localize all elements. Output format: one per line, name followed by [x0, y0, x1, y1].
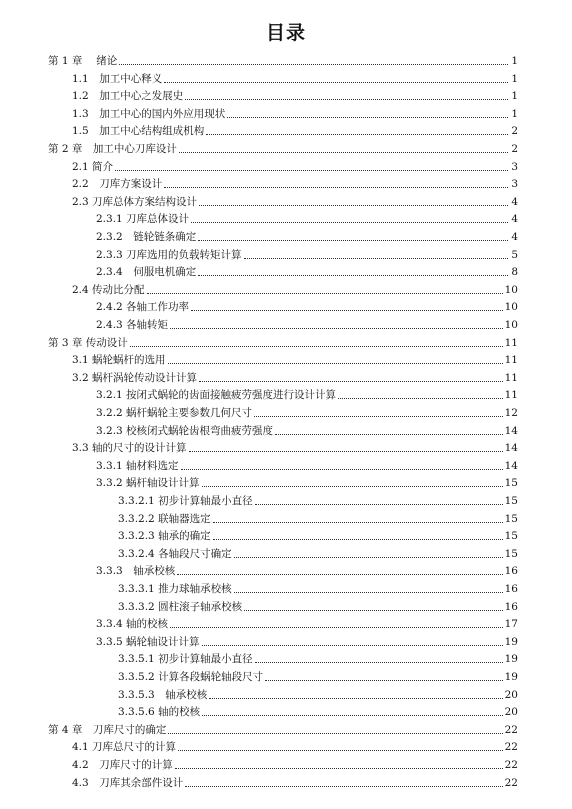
toc-entry[interactable]: [96, 633, 518, 649]
toc-entry-page: 22: [504, 759, 518, 771]
dot-leader: [164, 81, 508, 83]
toc-entry-page: 10: [504, 301, 518, 314]
dot-leader: [170, 626, 503, 628]
toc-entry-title: 3.3.5.1 初步计算轴最小直径: [118, 653, 253, 666]
toc-entry[interactable]: [96, 263, 518, 279]
toc-entry-title: 3.3.3 轴承校核: [96, 565, 176, 578]
toc-entry-title: 3.3.5.3 轴承校核: [118, 688, 208, 701]
toc-entry-page: 20: [504, 706, 518, 719]
toc-entry-page: 15: [504, 477, 518, 490]
toc-entry-page: 2: [511, 125, 518, 138]
toc-entry[interactable]: [96, 404, 518, 420]
dot-leader: [255, 503, 503, 505]
toc-entry-page: 3: [511, 160, 518, 173]
toc-entry-page: 22: [504, 741, 518, 754]
toc-entry-title: 2.3.1 刀库总体设计: [96, 213, 190, 226]
dot-leader: [275, 433, 503, 435]
toc-entry-page: 20: [504, 688, 518, 701]
dot-leader: [202, 485, 503, 487]
dot-leader: [198, 274, 508, 276]
toc-entry-title: 2.3.2 链轮链条确定: [96, 231, 197, 243]
toc-entry[interactable]: [118, 650, 518, 666]
toc-title: 目录: [265, 22, 306, 44]
toc-entry[interactable]: [72, 193, 518, 209]
toc-entry-title: 4.1 刀库总尺寸的计算: [72, 741, 177, 754]
toc-entry-title: 第 2 章 加工中心刀库设计: [48, 143, 177, 155]
dot-leader: [115, 169, 508, 171]
toc-entry-title: 3.3.2.2 联轴器选定: [118, 512, 211, 525]
toc-entry-page: 16: [504, 583, 518, 595]
toc-entry-title: 2.4.2 各轴工作功率: [96, 301, 190, 314]
toc-entry[interactable]: [72, 158, 518, 174]
toc-entry[interactable]: [72, 87, 518, 103]
toc-entry-title: 2.3 刀库总体方案结构设计: [72, 195, 198, 208]
toc-entry[interactable]: [72, 774, 518, 790]
toc-entry-page: 2: [511, 143, 518, 155]
toc-entry-title: 第 4 章 刀库尺寸的确定: [48, 723, 167, 736]
toc-entry[interactable]: [96, 316, 518, 332]
toc-entry-page: 11: [504, 371, 518, 384]
toc-entry[interactable]: [96, 246, 518, 262]
toc-entry[interactable]: [96, 457, 518, 473]
dot-leader: [254, 415, 503, 417]
toc-entry[interactable]: [72, 738, 518, 754]
toc-entry[interactable]: [96, 474, 518, 490]
toc-entry[interactable]: [72, 351, 518, 367]
toc-entry[interactable]: [118, 545, 518, 561]
toc-entry-title: 4.2 刀库尺寸的计算: [72, 759, 173, 771]
dot-leader: [255, 661, 503, 663]
toc-entry-page: 11: [504, 389, 518, 402]
toc-entry[interactable]: [72, 281, 518, 297]
toc-entry-page: 19: [504, 671, 518, 683]
toc-entry[interactable]: [72, 175, 518, 191]
toc-entry-page: 15: [504, 512, 518, 525]
dot-leader: [191, 309, 503, 311]
toc-entry-title: 2.2 刀库方案设计: [72, 178, 163, 191]
toc-entry[interactable]: [118, 527, 518, 543]
toc-entry[interactable]: [72, 439, 518, 455]
toc-entry-page: 15: [504, 495, 518, 507]
toc-entry[interactable]: [48, 140, 518, 156]
toc-entry[interactable]: [72, 122, 518, 138]
dot-leader: [244, 257, 508, 259]
toc-entry[interactable]: [48, 721, 518, 737]
toc-entry-page: 22: [504, 776, 518, 789]
dot-leader: [265, 679, 503, 681]
toc-entry-title: 2.3.4 伺服电机确定: [96, 266, 197, 279]
toc-entry-title: 3.3.4 轴的校核: [96, 618, 169, 631]
toc-entry-page: 19: [504, 635, 518, 648]
dot-leader: [206, 133, 508, 135]
dot-leader: [202, 714, 503, 716]
toc-entry-title: 4.3 刀库其余部件设计: [72, 776, 184, 789]
toc-entry[interactable]: [96, 298, 518, 314]
toc-entry-title: 3.3.3.1 推力球轴承校核: [118, 583, 232, 595]
dot-leader: [181, 468, 503, 470]
toc-entry-title: 第 3 章 传动设计: [48, 336, 128, 349]
dot-leader: [191, 221, 508, 223]
toc-entry-page: 15: [504, 530, 518, 543]
toc-entry[interactable]: [72, 70, 518, 86]
toc-entry[interactable]: [118, 510, 518, 526]
toc-entry-page: 10: [504, 319, 518, 331]
dot-leader: [170, 327, 503, 329]
toc-entry[interactable]: [118, 668, 518, 684]
toc-entry-page: 4: [511, 231, 518, 243]
toc-entry-page: 1: [511, 72, 518, 85]
dot-leader: [202, 644, 503, 646]
toc-entry[interactable]: [96, 228, 518, 244]
toc-entry[interactable]: [96, 210, 518, 226]
toc-entry[interactable]: [72, 369, 518, 385]
toc-entry-title: 3.3 轴的尺寸的设计计算: [72, 442, 187, 455]
toc-entry-title: 第 1 章 绪论: [48, 55, 118, 67]
dot-leader: [168, 732, 502, 734]
toc-entry[interactable]: [118, 580, 518, 596]
dot-leader: [168, 362, 503, 364]
toc-entry-title: 2.1 简介: [72, 160, 114, 173]
toc-entry-page: 14: [504, 424, 518, 437]
toc-entry[interactable]: [72, 105, 518, 121]
dot-leader: [234, 556, 503, 558]
toc-entry-page: 14: [504, 459, 518, 472]
toc-entry-page: 11: [504, 354, 518, 367]
toc-entry-title: 3.3.1 轴材料选定: [96, 459, 179, 472]
toc-entry-title: 3.3.2.1 初步计算轴最小直径: [118, 495, 253, 507]
dot-leader: [175, 767, 503, 769]
toc-entry-page: 22: [504, 723, 518, 736]
dot-leader: [209, 697, 502, 699]
toc-entry-page: 1: [511, 55, 518, 67]
toc-entry-title: 3.3.5.6 轴的校核: [118, 706, 201, 719]
dot-leader: [244, 609, 503, 611]
toc-entry-page: 10: [504, 283, 518, 296]
dot-leader: [119, 63, 508, 65]
toc-entry[interactable]: [96, 562, 518, 578]
toc-entry-title: 1.1 加工中心释义: [72, 72, 163, 85]
toc-entry-page: 5: [511, 248, 518, 261]
dot-leader: [338, 397, 503, 399]
toc-entry-title: 3.2.2 蜗杆蜗轮主要参数几何尺寸: [96, 407, 253, 419]
toc-entry-page: 3: [511, 178, 518, 191]
toc-entry-page: 8: [511, 266, 518, 279]
toc-entry-page: 15: [504, 547, 518, 560]
toc-entry-page: 4: [511, 213, 518, 226]
dot-leader: [130, 345, 503, 347]
toc-entry-title: 1.3 加工中心的国内外应用现状: [72, 107, 226, 120]
toc-entry-title: 3.3.2.4 各轴段尺寸确定: [118, 547, 232, 560]
toc-entry[interactable]: [48, 334, 518, 350]
dot-leader: [178, 749, 503, 751]
toc-entry-title: 3.3.5.2 计算各段蜗轮轴段尺寸: [118, 671, 264, 683]
dot-leader: [185, 785, 502, 787]
toc-entry[interactable]: [96, 615, 518, 631]
toc-entry[interactable]: [72, 756, 518, 772]
toc-entry-page: 11: [504, 336, 518, 349]
toc-entry-title: 3.2 蜗杆涡轮传动设计计算: [72, 371, 198, 384]
toc-entry-page: 1: [511, 107, 518, 120]
toc-entry[interactable]: [96, 386, 518, 402]
dot-leader: [199, 204, 508, 206]
dot-leader: [198, 239, 508, 241]
dot-leader: [213, 521, 503, 523]
toc-entry[interactable]: [118, 598, 518, 614]
toc-entry-page: 16: [504, 565, 518, 578]
toc-entry-title: 3.3.2 蜗杆轴设计计算: [96, 477, 200, 490]
toc-entry-title: 3.3.2.3 轴承的确定: [118, 530, 211, 543]
toc-entry-title: 3.3.3.2 圆柱滚子轴承校核: [118, 600, 243, 613]
dot-leader: [164, 186, 508, 188]
dot-leader: [185, 98, 508, 100]
toc-entry-page: 17: [504, 618, 518, 631]
dot-leader: [189, 450, 503, 452]
dot-leader: [179, 151, 508, 153]
dot-leader: [213, 538, 503, 540]
toc-entry-title: 3.3.5 蜗轮轴设计计算: [96, 635, 200, 648]
toc-entry-title: 3.1 蜗轮蜗杆的选用: [72, 354, 166, 367]
toc-entry-title: 3.2.3 校核闭式蜗轮齿根弯曲疲劳强度: [96, 424, 274, 437]
toc-entry-title: 3.2.1 按闭式蜗轮的齿面接触疲劳强度进行设计计算: [96, 389, 337, 402]
dot-leader: [199, 380, 503, 382]
toc-entry[interactable]: [118, 492, 518, 508]
toc-entry-page: 14: [504, 442, 518, 455]
toc-entry-title: 2.4 传动比分配: [72, 283, 145, 296]
dot-leader: [227, 116, 508, 118]
toc-entry-title: 1.2 加工中心之发展史: [72, 90, 184, 103]
toc-entry-page: 12: [504, 407, 518, 419]
toc-entry[interactable]: [48, 52, 518, 68]
toc-entry[interactable]: [118, 703, 518, 719]
toc-entry[interactable]: [96, 422, 518, 438]
toc-entry-title: 1.5 加工中心结构组成机构: [72, 125, 205, 138]
toc-entry-page: 19: [504, 653, 518, 666]
dot-leader: [234, 591, 503, 593]
toc-entry[interactable]: [118, 686, 518, 702]
dot-leader: [177, 573, 502, 575]
dot-leader: [147, 292, 503, 294]
toc-entry-page: 4: [511, 195, 518, 208]
toc-entry-title: 2.4.3 各轴转矩: [96, 319, 169, 331]
toc-entry-page: 16: [504, 600, 518, 613]
toc-entry-page: 1: [511, 90, 518, 103]
toc-entry-title: 2.3.3 刀库选用的负载转矩计算: [96, 248, 242, 261]
